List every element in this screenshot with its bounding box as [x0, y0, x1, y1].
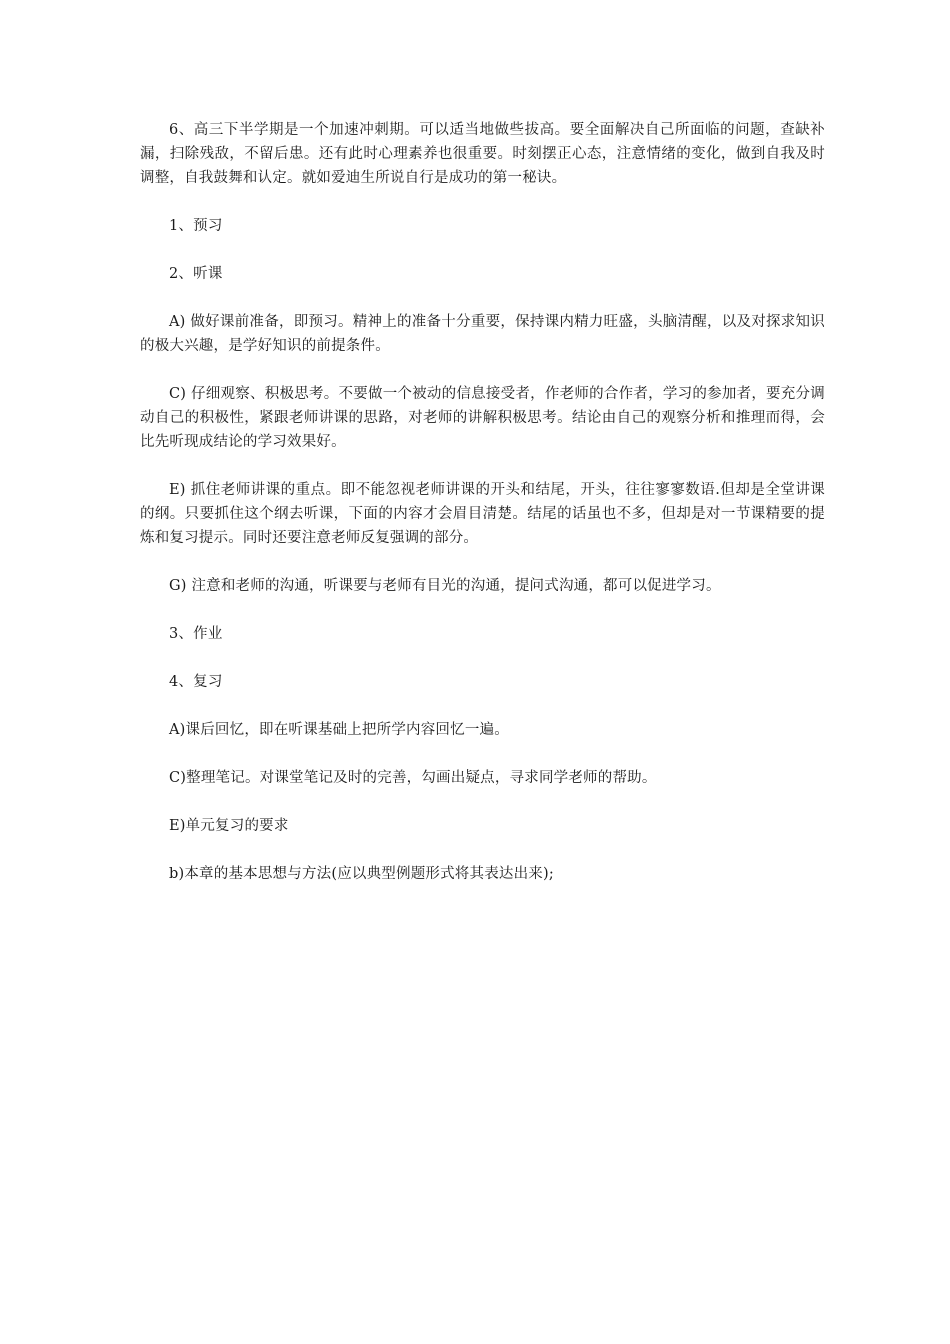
heading-homework: 3、作业 [169, 626, 223, 642]
paragraph-review-b: b)本章的基本思想与方法(应以典型例题形式将其表达出来); [169, 866, 554, 882]
paragraph-review-c: C)整理笔记。对课堂笔记及时的完善，勾画出疑点，寻求同学老师的帮助。 [169, 770, 657, 786]
paragraph-listening-c: C) 仔细观察、积极思考。不要做一个被动的信息接受者，作老师的合作者，学习的参加者，要充分调动自己的积极性，紧跟老师讲课的思路，对老师的讲解积极思考。结论由自己的观察分析和推理而得，会比先听现成结论的学习效果好。 [140, 386, 825, 450]
heading-listening: 2、听课 [169, 266, 223, 282]
paragraph-review-e: E)单元复习的要求 [169, 818, 289, 834]
document-page [140, 118, 825, 910]
paragraph-listening-e: E) 抓住老师讲课的重点。即不能忽视老师讲课的开头和结尾，开头，往往寥寥数语.但却是全堂讲课的纲。只要抓住这个纲去听课，下面的内容才会眉目清楚。结尾的话虽也不多，但却是对一节课精要的提炼和复习提示。同时还要注意老师反复强调的部分。 [140, 482, 825, 546]
heading-preview: 1、预习 [169, 218, 223, 234]
heading-review: 4、复习 [169, 674, 223, 690]
paragraph-listening-g: G) 注意和老师的沟通，听课要与老师有目光的沟通，提问式沟通，都可以促进学习。 [169, 578, 721, 594]
paragraph-review-a: A)课后回忆，即在听课基础上把所学内容回忆一遍。 [169, 722, 509, 738]
paragraph-intro: 6、高三下半学期是一个加速冲刺期。可以适当地做些拔高。要全面解决自己所面临的问题，查缺补漏，扫除残敌，不留后患。还有此时心理素养也很重要。时刻摆正心态，注意情绪的变化，做到自我及时调整，自我鼓舞和认定。就如爱迪生所说自行是成功的第一秘诀。 [140, 122, 825, 186]
paragraph-listening-a: A) 做好课前准备，即预习。精神上的准备十分重要，保持课内精力旺盛，头脑清醒，以及对探求知识的极大兴趣，是学好知识的前提条件。 [140, 314, 825, 354]
